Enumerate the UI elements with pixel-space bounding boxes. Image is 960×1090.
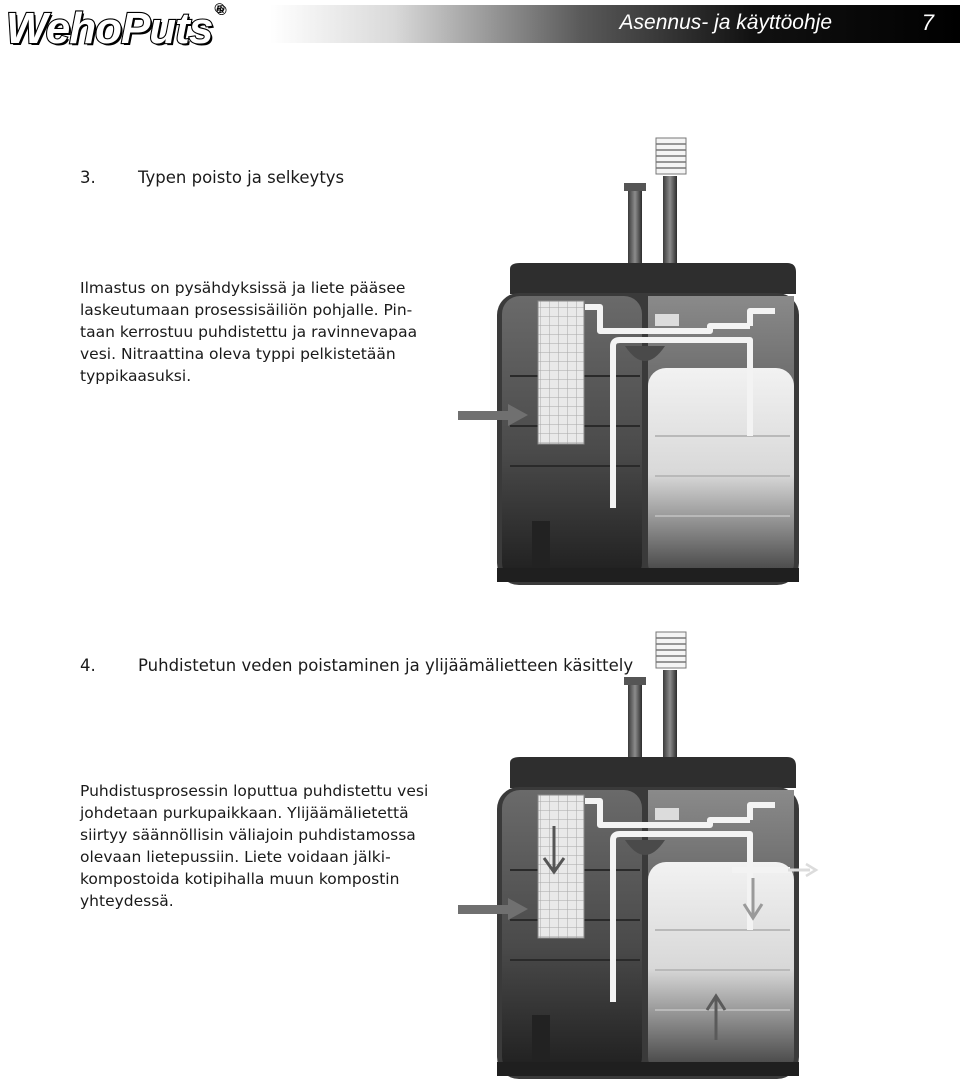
section-number: 4. bbox=[80, 656, 96, 675]
vent-pipe bbox=[628, 186, 642, 266]
vent-cap bbox=[656, 138, 686, 174]
process-tank bbox=[648, 862, 794, 1075]
section-title: Typen poisto ja selkeytys bbox=[138, 168, 345, 187]
filter-element bbox=[538, 795, 584, 938]
tank-lid bbox=[510, 757, 796, 788]
page-number: 7 bbox=[921, 10, 934, 35]
tank-lid bbox=[510, 263, 796, 294]
sludge-pump bbox=[532, 521, 550, 571]
chimney-pipe bbox=[663, 176, 677, 266]
chimney-pipe bbox=[663, 670, 677, 760]
sludge-pump bbox=[532, 1015, 550, 1065]
page-header bbox=[0, 0, 960, 53]
process-tank bbox=[648, 368, 794, 581]
header-bar bbox=[270, 5, 960, 43]
tank-diagram-discharge bbox=[450, 630, 825, 1086]
tank-diagram-settling bbox=[450, 136, 825, 592]
brand-name: WehoPuts bbox=[6, 4, 213, 53]
section-title: Puhdistetun veden poistaminen ja ylijäämälietteen käsittely bbox=[138, 656, 634, 675]
brand-logo bbox=[6, 0, 224, 54]
section-4-body: Puhdistusprosessin loputtua puhdistettu vesi johdetaan purkupaikkaan. Ylijäämälietettä siirtyy säännöllisin väliajoin puhdistamossa olevaan lietepussiin. Liete voidaan jälki- kompostoida kotipihalla muun kompostin yhteydessä. bbox=[80, 782, 429, 910]
section-number: 3. bbox=[80, 168, 96, 187]
filter-element bbox=[538, 301, 584, 444]
registered-mark: ® bbox=[214, 0, 224, 16]
section-3-body: Ilmastus on pysähdyksissä ja liete pääsee laskeutumaan prosessisäiliön pohjalle. Pin- taan kerrostuu puhdistettu ja ravinnevapaa vesi. Nitraattina oleva typpi pelkistetään typpikaasuksi. bbox=[80, 279, 418, 385]
vent-pipe bbox=[628, 680, 642, 760]
document-title: Asennus- ja käyttöohje bbox=[619, 11, 832, 34]
vent-cap bbox=[656, 632, 686, 668]
